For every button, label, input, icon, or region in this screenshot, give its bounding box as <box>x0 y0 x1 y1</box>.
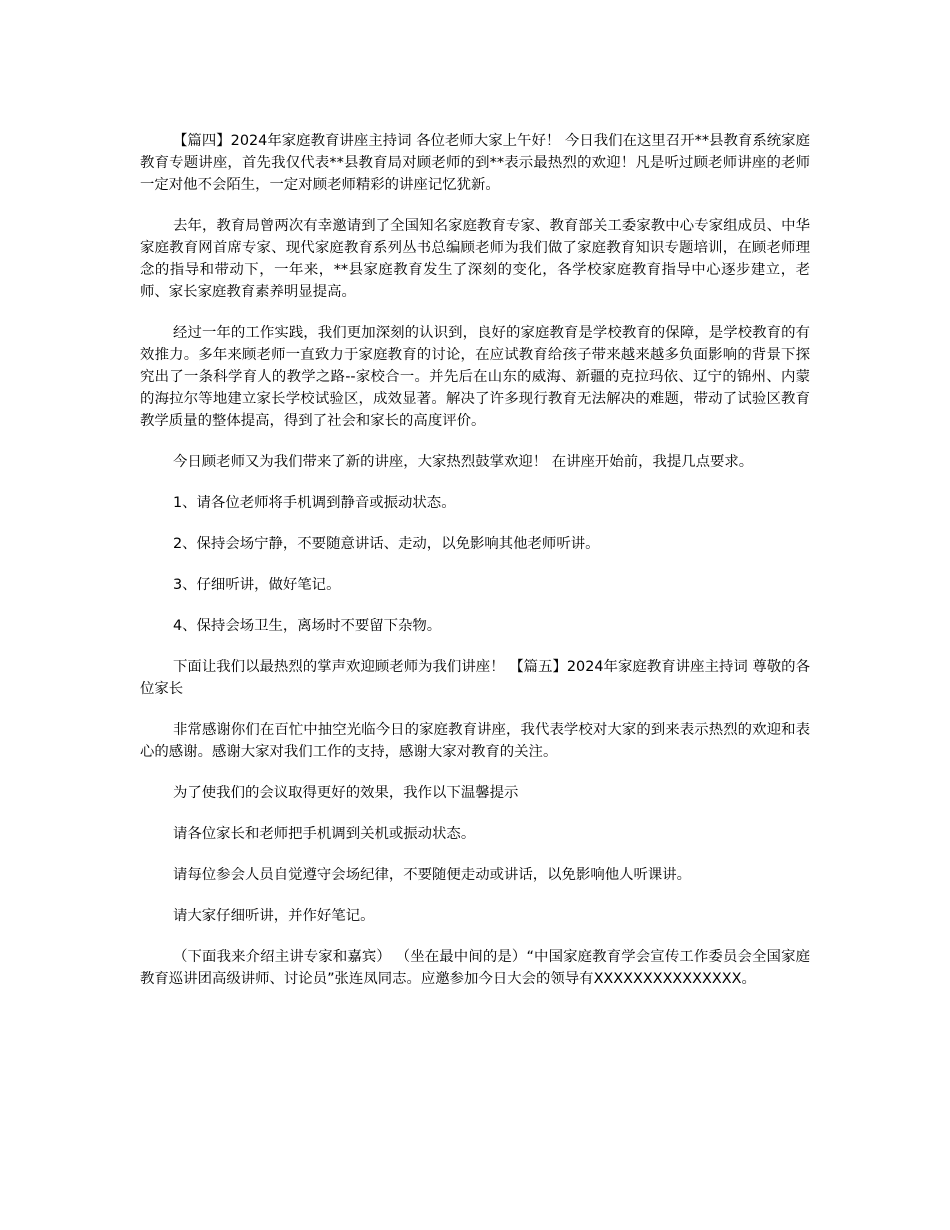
paragraph-last-year: 去年，教育局曾两次有幸邀请到了全国知名家庭教育专家、教育部关工委家教中心专家组成员、中华家庭教育网首席专家、现代家庭教育系列丛书总编顾老师为我们做了家庭教育知识专题培训，在顾老师理念的指导和带动下，一年来，**县家庭教育发生了深刻的变化，各学校家庭教育指导中心逐步建立，老师、家长家庭教育素养明显提高。 <box>140 218 810 300</box>
paragraph-introduce-guests: （下面我来介绍主讲专家和嘉宾） （坐在最中间的是）“中国家庭教育学会宣传工作委员会全国家庭教育巡讲团高级讲师、讨论员”张连凤同志。应邀参加今日大会的领导有XXXXXXXXXXXXXXX。 <box>140 949 810 987</box>
paragraph-reminder-intro: 为了使我们的会议取得更好的效果，我作以下温馨提示 <box>173 785 519 801</box>
reminder-item-discipline: 请每位参会人员自觉遵守会场纪律，不要随便走动或讲话，以免影响他人听课讲。 <box>173 867 692 883</box>
requirement-item-3: 3、仔细听讲，做好笔记。 <box>173 577 341 593</box>
reminder-item-phones: 请各位家长和老师把手机调到关机或振动状态。 <box>173 826 476 842</box>
requirement-item-2: 2、保持会场宁静，不要随意讲话、走动，以免影响其他老师听讲。 <box>173 536 600 552</box>
reminder-item-notes: 请大家仔细听讲，并作好笔记。 <box>173 908 375 924</box>
requirement-item-1: 1、请各位老师将手机调到静音或振动状态。 <box>173 495 456 511</box>
document-body <box>140 130 810 1009</box>
paragraph-thanks: 非常感谢你们在百忙中抽空光临今日的家庭教育讲座，我代表学校对大家的到来表示热烈的欢迎和表心的感谢。感谢大家对我们工作的支持，感谢大家对教育的关注。 <box>140 722 810 760</box>
paragraph-welcome: 今日顾老师又为我们带来了新的讲座，大家热烈鼓掌欢迎！ 在讲座开始前，我提几点要求。 <box>173 454 754 470</box>
requirement-item-4: 4、保持会场卫生，离场时不要留下杂物。 <box>173 618 442 634</box>
paragraph-intro: 【篇四】2024年家庭教育讲座主持词 各位老师大家上午好！ 今日我们在这里召开**县教育系统家庭教育专题讲座，首先我仅代表**县教育局对顾老师的到**表示最热烈的欢迎！凡是听过顾老师讲座的老师一定对他不会陌生，一定对顾老师精彩的讲座记忆犹新。 <box>140 133 810 193</box>
paragraph-practice: 经过一年的工作实践，我们更加深刻的认识到，良好的家庭教育是学校教育的保障，是学校教育的有效推力。多年来顾老师一直致力于家庭教育的讨论，在应试教育给孩子带来越来越多负面影响的背景下探究出了一条科学育人的教学之路--家校合一。并先后在山东的威海、新疆的克拉玛依、辽宁的锦州、内蒙的海拉尔等地建立家长学校试验区，成效显著。解决了许多现行教育无法解决的难题，带动了试验区教育教学质量的整体提高，得到了社会和家长的高度评价。 <box>140 325 810 429</box>
paragraph-applause-part5: 下面让我们以最热烈的掌声欢迎顾老师为我们讲座！ 【篇五】2024年家庭教育讲座主持词 尊敬的各位家长 <box>140 659 810 697</box>
